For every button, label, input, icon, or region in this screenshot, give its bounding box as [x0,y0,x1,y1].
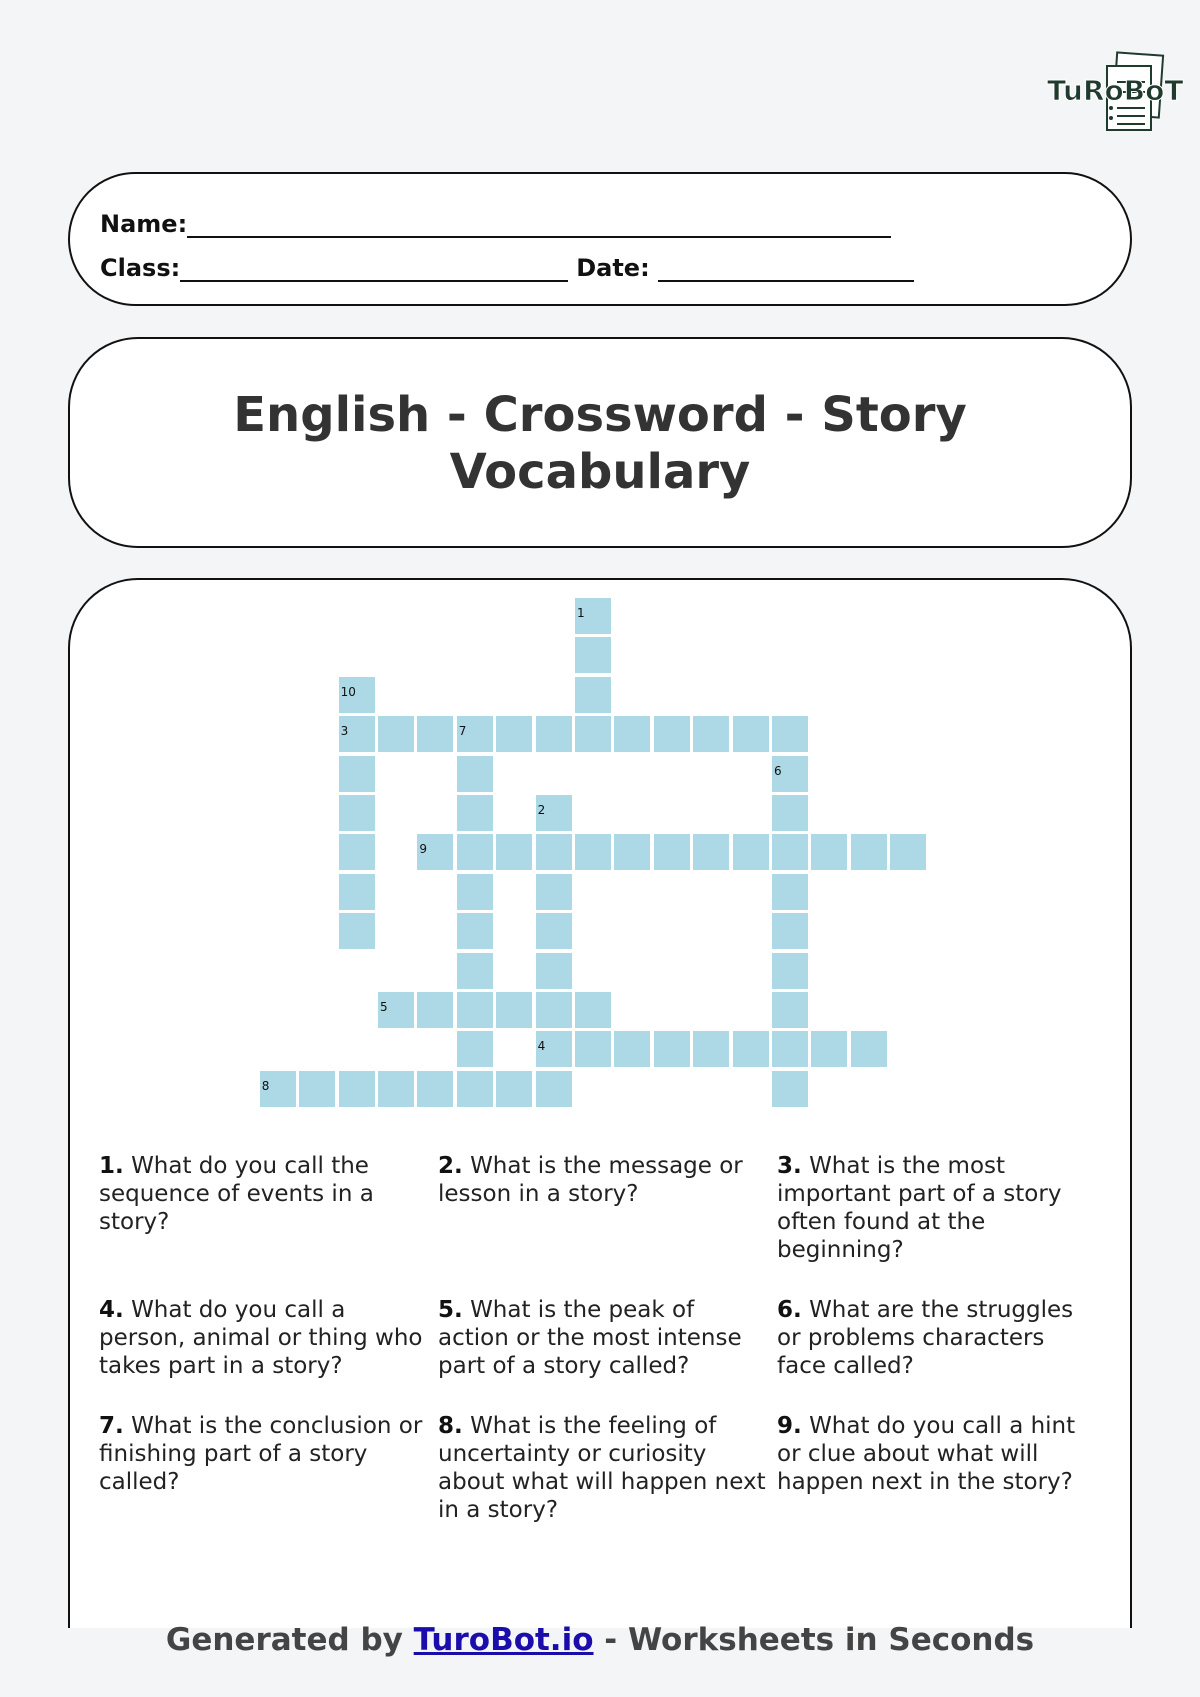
clue-number: 7 [458,724,467,739]
crossword-cell[interactable] [733,834,769,870]
clue-item-number: 2. [438,1153,463,1179]
crossword-cell[interactable] [575,1031,611,1067]
clue-number: 1 [577,606,585,620]
date-line[interactable] [658,256,914,282]
crossword-cell[interactable] [614,834,650,870]
crossword-cell[interactable] [378,1071,414,1107]
class-label: Class: [100,254,181,282]
crossword-cell[interactable] [772,1071,808,1107]
crossword-cell[interactable] [260,1071,296,1107]
crossword-cell[interactable] [339,795,375,831]
footer [0,1620,1200,1660]
crossword-cell[interactable] [693,1031,729,1067]
turobot-logo [1045,52,1184,136]
crossword-cell[interactable] [575,834,611,870]
clue-item-text: What do you call a hint or clue about what will happen next in the story? [777,1413,1076,1495]
crossword-cell[interactable] [772,953,808,989]
clue-list [99,1152,1109,1524]
crossword-cell[interactable] [417,834,453,870]
name-row [100,210,891,238]
crossword-cell[interactable] [851,1031,887,1067]
crossword-cell[interactable] [378,992,414,1028]
crossword-cell[interactable] [536,953,572,989]
crossword-cell[interactable] [496,716,532,752]
crossword-cell[interactable] [575,598,611,634]
crossword-cell[interactable] [457,874,493,910]
clue-item-number: 5. [438,1297,463,1323]
crossword-cell[interactable] [811,834,847,870]
crossword-cell[interactable] [772,716,808,752]
crossword-grid [70,580,1134,1120]
crossword-cell[interactable] [378,716,414,752]
clue-item [99,1152,438,1264]
clue-item-number: 3. [777,1153,802,1179]
clue-number: 9 [419,842,428,857]
crossword-cell[interactable] [339,756,375,792]
crossword-cell[interactable] [614,716,650,752]
crossword-cell[interactable] [654,1031,690,1067]
clue-item-number: 9. [777,1413,802,1439]
date-label: Date: [576,254,650,282]
clue-item-number: 1. [99,1153,124,1179]
clue-item-text: What is the most important part of a story often found at the beginning? [777,1153,1062,1263]
clue-item [438,1152,777,1264]
clue-item-number: 4. [99,1297,124,1323]
crossword-cell[interactable] [339,677,375,713]
crossword-cell[interactable] [654,834,690,870]
turobot-link[interactable]: TuroBot.io [413,1622,594,1658]
class-row [100,254,914,282]
crossword-cell[interactable] [575,992,611,1028]
student-info-box [68,172,1132,306]
crossword-cell[interactable] [733,716,769,752]
clue-item-number: 8. [438,1413,463,1439]
clue-item [99,1296,438,1380]
crossword-cell[interactable] [536,992,572,1028]
crossword-cell[interactable] [457,953,493,989]
clue-number: 10 [340,684,356,699]
crossword-cell[interactable] [536,716,572,752]
crossword-cell[interactable] [575,637,611,673]
crossword-cell[interactable] [536,1031,572,1067]
clue-item-text: What do you call the sequence of events in a story? [99,1153,374,1235]
crossword-cell[interactable] [733,1031,769,1067]
crossword-cell[interactable] [536,874,572,910]
crossword-cell[interactable] [890,834,926,870]
clue-item-number: 7. [99,1413,124,1439]
crossword-box [68,578,1132,1628]
crossword-cell[interactable] [457,795,493,831]
crossword-cell[interactable] [772,795,808,831]
clue-item [99,1412,438,1524]
worksheet-title: English - Crossword - Story Vocabulary [233,387,967,500]
crossword-cell[interactable] [772,992,808,1028]
crossword-cell[interactable] [496,834,532,870]
crossword-cell[interactable] [693,716,729,752]
crossword-cell[interactable] [811,1031,847,1067]
crossword-cell[interactable] [417,1071,453,1107]
crossword-cell[interactable] [339,1071,375,1107]
crossword-cell[interactable] [772,874,808,910]
clue-item-text: What is the conclusion or finishing part of a story called? [99,1413,423,1495]
crossword-cell[interactable] [536,795,572,831]
clue-item-text: What is the feeling of uncertainty or curiosity about what will happen next in a story? [438,1413,766,1523]
crossword-cell[interactable] [339,874,375,910]
clue-number: 5 [380,1000,388,1014]
crossword-cell[interactable] [851,834,887,870]
clue-item [438,1412,777,1524]
crossword-cell[interactable] [457,1031,493,1067]
footer-suffix: - Worksheets in Seconds [593,1622,1035,1658]
clue-number: 8 [261,1078,270,1093]
crossword-cell[interactable] [299,1071,335,1107]
crossword-cell[interactable] [457,716,493,752]
crossword-cell[interactable] [536,913,572,949]
crossword-cell[interactable] [614,1031,650,1067]
clue-item-text: What do you call a person, animal or thing who takes part in a story? [99,1297,423,1379]
crossword-cell[interactable] [417,716,453,752]
crossword-cell[interactable] [693,834,729,870]
clue-item-text: What are the struggles or problems characters face called? [777,1297,1074,1379]
crossword-cell[interactable] [457,834,493,870]
crossword-cell[interactable] [575,716,611,752]
clue-number: 4 [537,1039,546,1054]
crossword-cell[interactable] [772,1031,808,1067]
clue-item [777,1296,1107,1380]
crossword-cell[interactable] [457,913,493,949]
crossword-cell[interactable] [536,1071,572,1107]
crossword-cell[interactable] [772,834,808,870]
crossword-cell[interactable] [457,756,493,792]
clue-number: 6 [774,763,782,778]
crossword-cell[interactable] [496,1071,532,1107]
crossword-cell[interactable] [417,992,453,1028]
crossword-cell[interactable] [339,834,375,870]
clue-item-text: What is the peak of action or the most intense part of a story called? [438,1297,742,1379]
clue-item-text: What is the message or lesson in a story? [438,1153,743,1207]
name-label: Name: [100,210,188,238]
crossword-cell[interactable] [496,992,532,1028]
footer-prefix: Generated by [165,1622,414,1658]
clue-item [777,1152,1107,1264]
crossword-cell[interactable] [575,677,611,713]
name-line[interactable] [187,212,891,238]
crossword-cell[interactable] [536,834,572,870]
crossword-cell[interactable] [339,913,375,949]
crossword-cell[interactable] [457,1071,493,1107]
class-line[interactable] [180,256,568,282]
title-box [68,337,1132,548]
clue-item [777,1412,1107,1524]
crossword-cell[interactable] [772,913,808,949]
clue-item [438,1296,777,1380]
crossword-cell[interactable] [457,992,493,1028]
logo-wordmark: TuRoBoT [1047,74,1184,107]
clue-number: 3 [340,724,349,739]
clue-item-number: 6. [777,1297,802,1323]
crossword-cell[interactable] [654,716,690,752]
crossword-cell[interactable] [339,716,375,752]
clue-number: 2 [537,803,546,817]
crossword-cell[interactable] [772,756,808,792]
